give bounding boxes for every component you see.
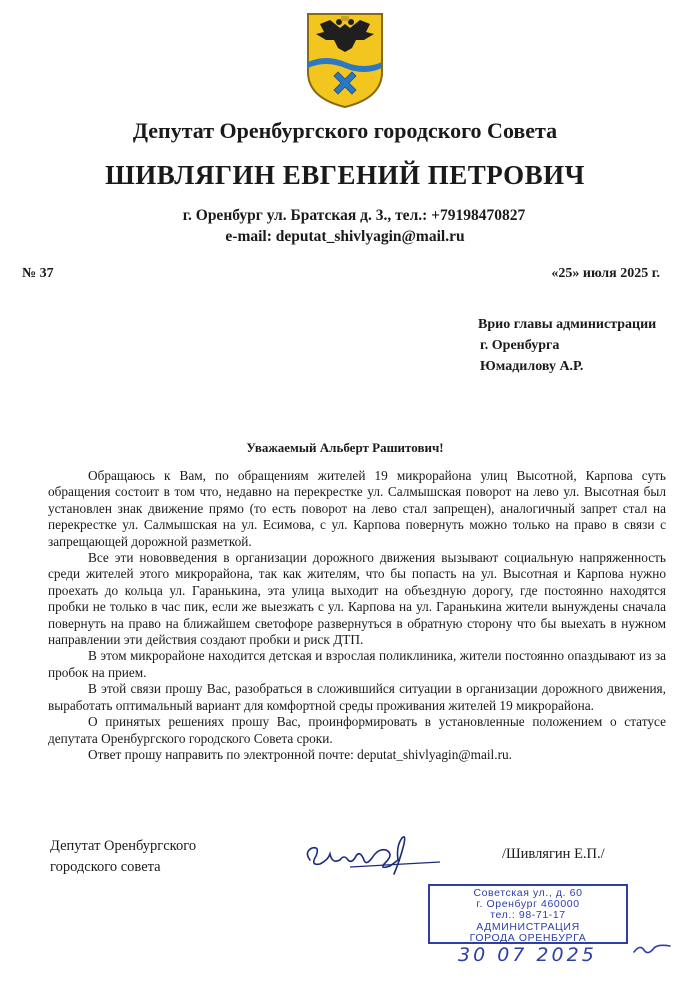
stamp-line: г. Оренбург 460000 — [476, 898, 580, 911]
stamp-line: Советская ул., д. 60 — [473, 887, 583, 899]
letterhead-email: e-mail: deputat_shivlyagin@mail.ru — [225, 228, 465, 245]
letterhead-address: г. Оренбург ул. Братская д. 3., тел.: +79198470827 — [182, 207, 526, 224]
stamp-line: ГОРОДА ОРЕНБУРГА — [469, 931, 587, 944]
body-paragraph: О принятых решениях прошу Вас, проинформировать в установленные положением о статусе депутата Оренбургского городского Совета сроки. — [48, 714, 666, 746]
addressee-line: Юмадилову А.Р. — [480, 359, 584, 374]
signatory-name: /Шивлягин Е.П./ — [502, 846, 605, 862]
letterhead-name: ШИВЛЯГИН ЕВГЕНИЙ ПЕТРОВИЧ — [105, 160, 585, 190]
addressee-line: Врио главы администрации — [478, 317, 657, 332]
salutation: Уважаемый Альберт Рашитович! — [246, 440, 444, 455]
orenburg-coat-of-arms-icon — [304, 10, 386, 110]
registration-stamp — [428, 884, 628, 944]
stamp-line: тел.: 98-71-17 — [490, 909, 566, 922]
signatory-title-line: городского совета — [50, 859, 161, 875]
addressee-line: г. Оренбурга — [480, 338, 560, 353]
handwritten-signature — [290, 830, 440, 880]
document-date: «25» июля 2025 г. — [551, 266, 660, 281]
body-paragraph: Все эти нововведения в организации дорожного движения вызывают социальную напряженность среди жителей этого микрорайона, так как жителям, что бы попасть на ул. Высотная и Карпова нужно проехать до кольца ул. Гаранькина, эта улица выходит на объездную дорогу, где постоянно находятся пробки не только в час пик, если же выезжать с ул. Карпова на ул. Гаранькина жители вынуждены сначала повернуть на право на ближайшем светофоре развернуться в обратную сторону что бы выехать в нужном направлении эти действия создают пробки и риск ДТП. — [48, 550, 666, 648]
document-number: № 37 — [22, 266, 54, 281]
stamp-initials-mark — [632, 940, 672, 958]
stamp-date: 30 07 2025 — [458, 944, 597, 966]
signatory-title — [50, 836, 196, 878]
stamp-line: АДМИНИСТРАЦИЯ — [476, 920, 580, 933]
letter-body — [48, 468, 666, 763]
addressee-block — [478, 314, 656, 377]
body-paragraph: Обращаюсь к Вам, по обращениям жителей 19 микрорайона улиц Высотной, Карпова суть обращения состоит в том что, недавно на перекрестке ул. Салмышская поворот на лево ул. Высотная был установлен знак движение прямо (то есть поворот на лево стал запрещен), аналогичный запрет стал на перекрестке ул. Салмышская на ул. Есимова, с ул. Карпова повернуть можно только на право в связи с запрещающей дорожной разметкой. — [48, 468, 666, 549]
body-paragraph: В этом микрорайоне находится детская и взрослая поликлиника, жители постоянно опаздывают из за пробок на прием. — [48, 648, 666, 680]
body-paragraph: Ответ прошу направить по электронной почте: deputat_shivlyagin@mail.ru. — [88, 746, 512, 762]
body-paragraph: В этой связи прошу Вас, разобраться в сложившийся ситуации в организации дорожного движения, выработать оптимальный вариант для комфортной среды проживания жителей 19 микрорайона. — [48, 681, 666, 713]
signatory-title-line: Депутат Оренбургского — [50, 838, 197, 854]
letterhead-title: Депутат Оренбургского городского Совета — [132, 118, 558, 143]
